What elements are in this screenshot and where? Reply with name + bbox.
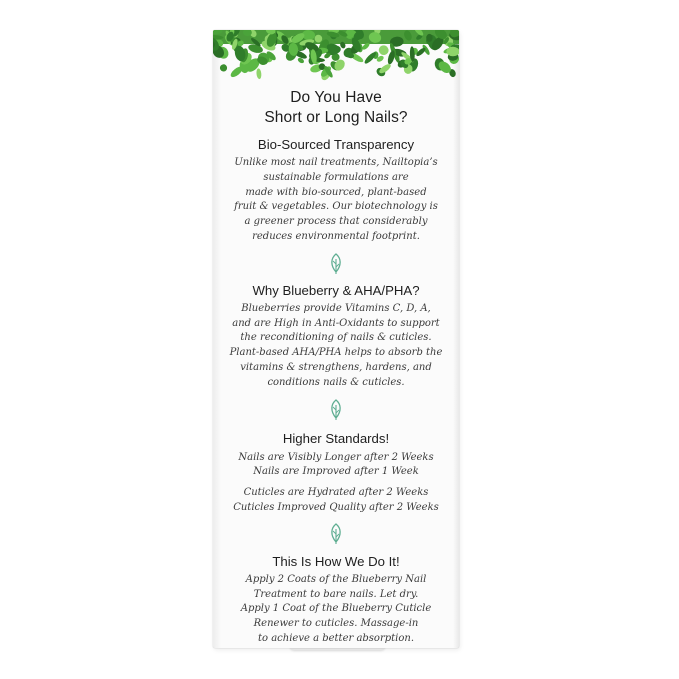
body-line: Treatment to bare nails. Let dry. bbox=[253, 588, 419, 600]
foliage-leaf bbox=[256, 68, 262, 79]
headline-line-2: Short or Long Nails? bbox=[264, 109, 408, 126]
foliage-leaf bbox=[377, 44, 390, 57]
body-line: a greener process that considerably bbox=[244, 216, 428, 228]
headline bbox=[227, 88, 445, 128]
section-title-why-blueberry: Why Blueberry & AHA/PHA? bbox=[252, 282, 420, 298]
section-title-higher-standards: Higher Standards! bbox=[282, 430, 390, 446]
body-line: to achieve a better absorption. bbox=[257, 632, 414, 644]
body-line: Cuticles are Hydrated after 2 Weeks bbox=[243, 487, 429, 499]
section-body-why-blueberry bbox=[227, 302, 445, 391]
section-body-cuticles-results bbox=[227, 486, 445, 516]
body-line: Renewer to cuticles. Massage-in bbox=[253, 618, 419, 630]
headline-line-1: Do You Have bbox=[290, 89, 382, 106]
box-right-edge bbox=[453, 30, 459, 648]
box-text-content bbox=[227, 88, 445, 647]
body-line: Blueberries provide Vitamins C, D, A, bbox=[241, 302, 431, 314]
body-line: vitamins & strengthens, hardens, and bbox=[240, 361, 432, 373]
body-line: Unlike most nail treatments, Nailtopia’s bbox=[234, 157, 438, 168]
leaf-icon bbox=[328, 253, 344, 275]
body-line: made with bio-sourced, plant-based bbox=[245, 186, 427, 198]
section-body-how-we-do-it bbox=[227, 573, 445, 647]
product-box bbox=[213, 30, 459, 648]
body-line: conditions nails & cuticles. bbox=[267, 376, 405, 388]
body-line: Nails are Improved after 1 Week bbox=[253, 466, 419, 478]
body-line: Nails are Visibly Longer after 2 Weeks bbox=[238, 451, 434, 463]
box-left-edge bbox=[213, 30, 221, 648]
body-line: Cuticles Improved Quality after 2 Weeks bbox=[233, 501, 439, 513]
section-title-bio-sourced: Bio-Sourced Transparency bbox=[257, 137, 415, 152]
body-line: and are High in Anti-Oxidants to support bbox=[232, 317, 440, 329]
section-body-bio-sourced bbox=[227, 156, 445, 245]
section-title-how-we-do-it: This Is How We Do It! bbox=[272, 553, 400, 569]
foliage-leaf bbox=[446, 46, 459, 56]
body-line: Apply 2 Coats of the Blueberry Nail bbox=[245, 573, 427, 585]
body-line: reduces environmental footprint. bbox=[252, 230, 420, 242]
body-line: Plant-based AHA/PHA helps to absorb the bbox=[229, 347, 443, 359]
body-line: sustainable formulations are bbox=[263, 171, 409, 183]
foliage-leaf bbox=[219, 64, 227, 72]
leaf-icon bbox=[328, 523, 344, 545]
body-line: fruit & vegetables. Our biotechnology is bbox=[234, 201, 438, 213]
leaf-icon bbox=[328, 399, 344, 421]
body-line: Apply 1 Coat of the Blueberry Cuticle bbox=[240, 603, 432, 615]
body-line: the reconditioning of nails & cuticles. bbox=[240, 332, 432, 344]
section-body-nails-results bbox=[227, 451, 445, 481]
